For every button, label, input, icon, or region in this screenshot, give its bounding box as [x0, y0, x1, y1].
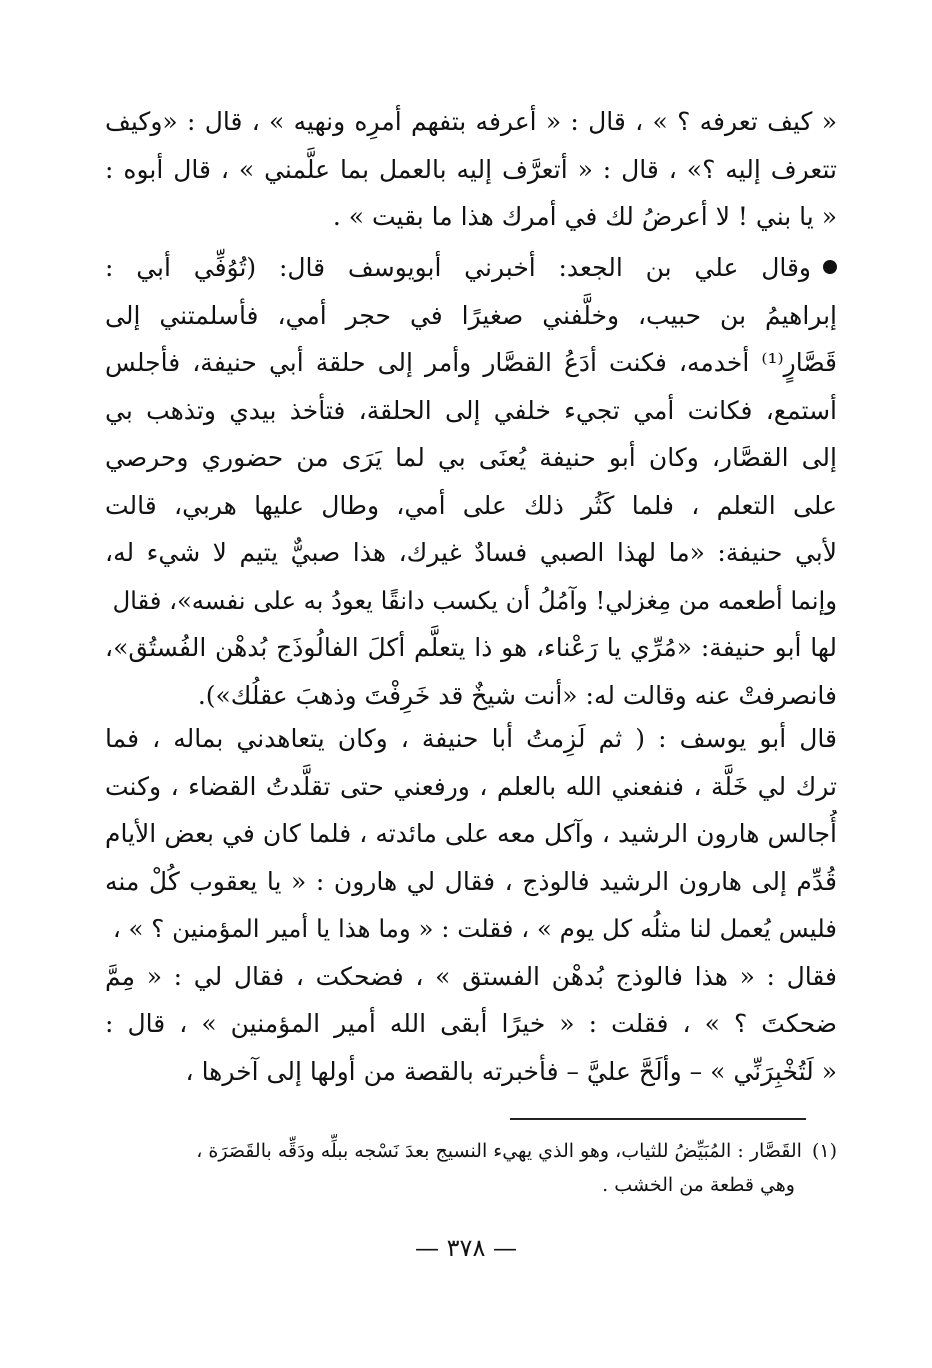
paragraph-line: قَصَّارٍ⁽¹⁾ أخدمه، فكنت أدَعُ القصَّار وأمر إلى حلقة أبي حنيفة، فأجلس	[105, 348, 837, 377]
paragraph-line: ترك لي خَلَّة ، فنفعني الله بالعلم ، ورفعني حتى تقلَّدتُ القضاء ، وكنت	[105, 771, 837, 801]
paragraph-line-with-bullet	[105, 244, 837, 292]
footnote-divider	[510, 1118, 806, 1120]
footnote-continuation: وهي قطعة من الخشب .	[602, 1174, 795, 1196]
paragraph-line: ضحكتَ ؟ » ، فقلت : « خيرًا أبقى الله أمير المؤمنين » ، قال :	[105, 1009, 837, 1038]
paragraph-line: تتعرف إليه ؟» ، قال : « أتعرَّف إليه بالعمل بما علَّمني » ، قال أبوه :	[105, 154, 837, 184]
paragraph-1	[105, 98, 837, 241]
paragraph-line: إلى القصَّار، وكان أبو حنيفة يُعنَى بي لما يَرَى من حضوري وحرصي	[105, 443, 837, 472]
footnote	[105, 1134, 837, 1202]
paragraph-3	[105, 715, 837, 1095]
paragraph-line: « يا بني ! لا أعرضُ لك في أمرك هذا ما بقيت » .	[332, 202, 837, 231]
paragraph-line: « لَتُخْبِرَنِّي » – وألَحَّ عليَّ – فأخبرته بالقصة من أولها إلى آخرها ،	[185, 1056, 837, 1086]
bullet-icon	[823, 260, 837, 274]
paragraph-line: أُجالس هارون الرشيد ، وآكل معه على مائدته ، فلما كان في بعض الأيام	[105, 819, 837, 848]
paragraph-line: « كيف تعرفه ؟ » ، قال : « أعرفه بتفهم أمرِه ونهيه » ، قال : «وكيف	[105, 107, 837, 136]
paragraph-line: فليس يُعمل لنا مثلُه كل يوم » ، فقلت : « وما هذا يا أمير المؤمنين ؟ » ،	[112, 914, 837, 943]
paragraph-line: على التعلم ، فلما كَثُر ذلك على أمي، وطال عليها هربي، قالت	[105, 490, 837, 520]
paragraph-line: قال أبو يوسف : ( ثم لَزِمتُ أبا حنيفة ، وكان يتعاهدني بماله ، فما	[105, 724, 837, 753]
paragraph-line: لها أبو حنيفة: «مُرِّي يا رَعْناء، هو ذا يتعلَّم أكلَ الفالُوذَج بُدهْن الفُستُق»،	[105, 633, 837, 662]
footnote-first-line	[105, 1134, 837, 1168]
footnote-number: (١)	[811, 1140, 837, 1162]
footnote-text: القَصَّار : المُبَيِّضُ للثياب، وهو الذي يهيء النسيج بعدَ نَسْجه ببلِّه ودَقِّه بالقَصَرَة ،	[196, 1140, 802, 1162]
paragraph-line: لأبي حنيفة: «ما لهذا الصبي فسادٌ غيرك، هذا صبيٌّ يتيم لا شيء له،	[105, 538, 837, 567]
paragraph-line: وإنما أطعمه من مِغزلي! وآمُلُ أن يكسب دانقًا يعودُ به على نفسه»، فقال	[112, 585, 837, 615]
paragraph-line: قُدِّم إلى هارون الرشيد فالوذج ، فقال لي هارون : « يا يعقوب كُلْ منه	[105, 866, 837, 896]
paragraph-2	[105, 244, 837, 719]
paragraph-line: أستمع، فكانت أمي تجيء خلفي إلى الحلقة، فتأخذ بيدي وتذهب بي	[105, 395, 837, 425]
paragraph-line: فانصرفتْ عنه وقالت له: «أنت شيخٌ قد خَرِفْتَ وذهبَ عقلُك»).	[197, 680, 837, 710]
paragraph-line: إبراهيمُ بن حبيب، وخلَّفني صغيرًا في حجر أمي، فأسلمتني إلى	[105, 300, 837, 330]
paragraph-line: فقال : « هذا فالوذج بُدهْن الفستق » ، فضحكت ، فقال لي : « مِمَّ	[105, 961, 837, 991]
paragraph-line-text: وقال علي بن الجعد: أخبرني أبويوسف قال: (تُوُفِّي أبي :	[105, 253, 811, 282]
page-number: — ٣٧٨ —	[415, 1234, 517, 1262]
